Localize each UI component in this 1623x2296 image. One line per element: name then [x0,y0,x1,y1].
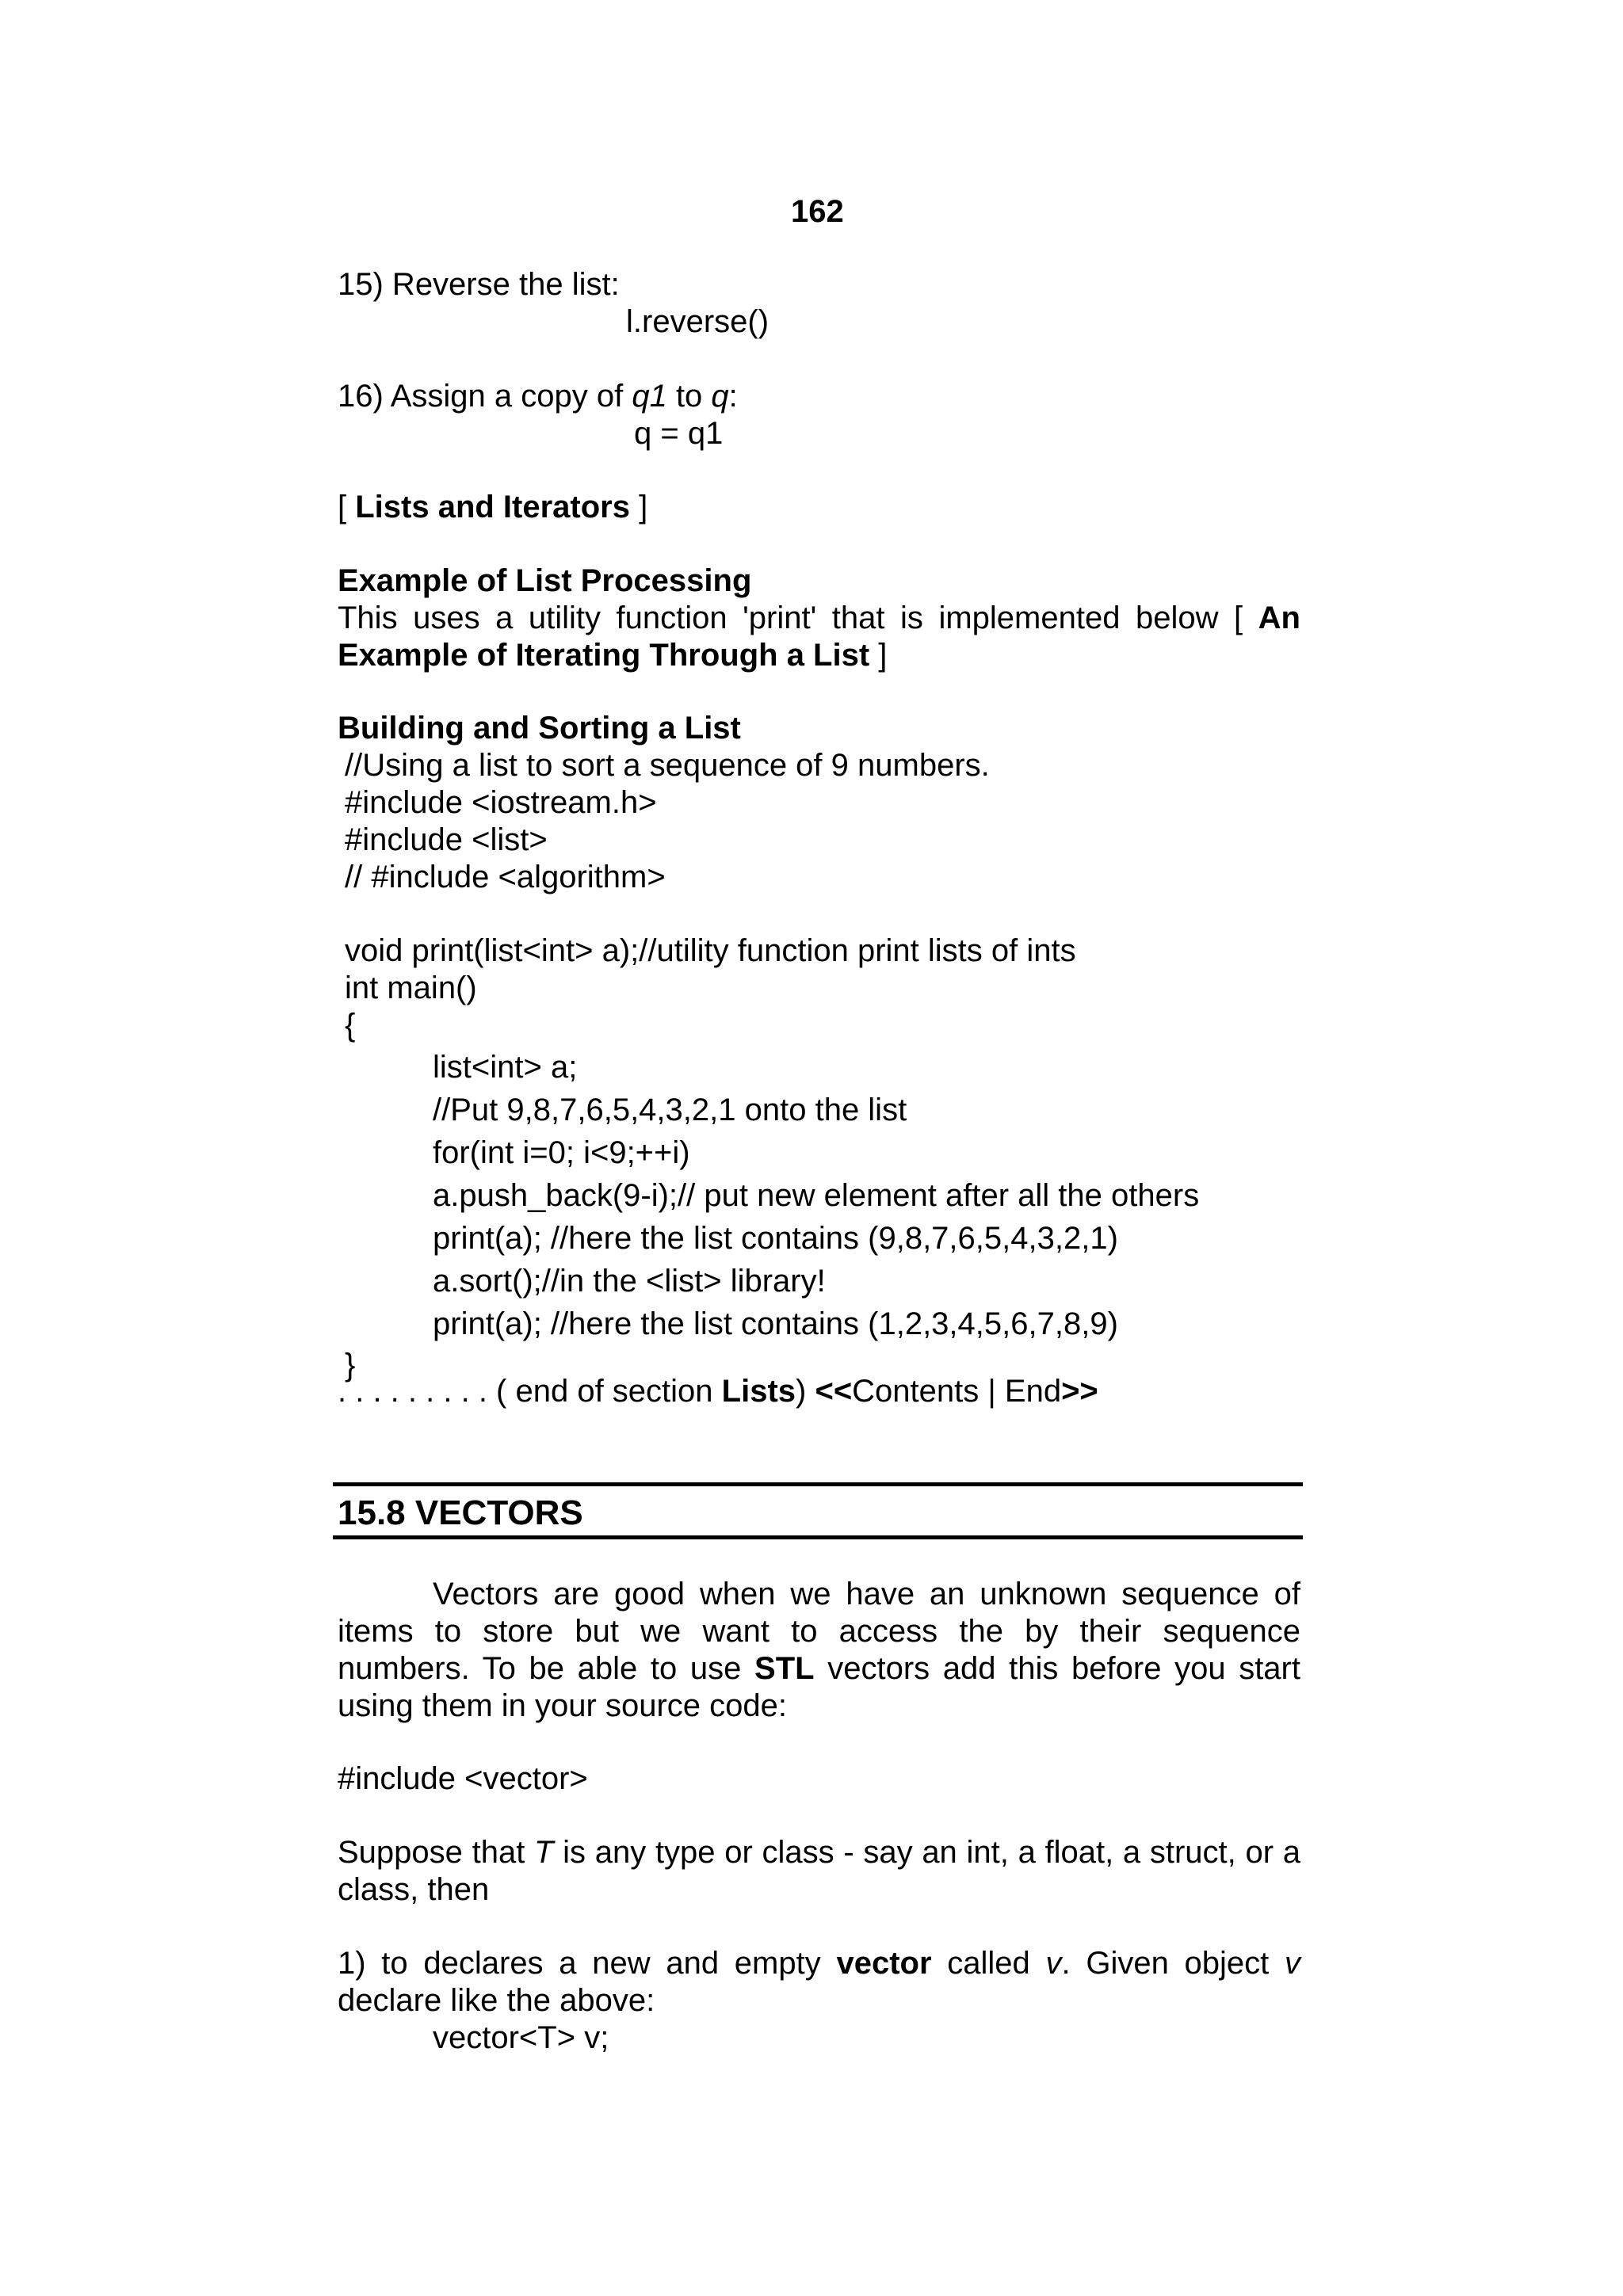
code-line: a.sort();//in the <list> library! [433,1264,826,1299]
example-title: Example of List Processing [338,563,752,598]
assign-label: 16) Assign a copy of q1 to q: [338,379,738,414]
section-name: Lists [721,1374,796,1409]
code-line: a.push_back(9-i);// put new element after all the others [433,1178,1200,1213]
contents-end-nav-link[interactable]: Contents | End [852,1374,1062,1409]
code-line: void print(list<int> a);//utility function print lists of ints [345,933,1076,968]
end-of-section: . . . . . . . . . ( end of section Lists) <<Contents | End>> [338,1374,1098,1409]
code-line: int main() [345,971,477,1005]
example-paragraph: This uses a utility function 'print' that is implemented below [ An Example of Iterating Through a List ] [338,601,1300,673]
code-line: #include <list> [345,822,548,857]
code-line: print(a); //here the list contains (9,8,7,6,5,4,3,2,1) [433,1221,1118,1256]
include-vector: #include <vector> [338,1761,588,1796]
reverse-label: 15) Reverse the list: [338,267,620,302]
lists-iterators-ref: [ Lists and Iterators ] [338,490,648,524]
code-line: // #include <algorithm> [345,860,666,894]
suppose-paragraph: Suppose that T is any type or class - say an int, a float, a struct, or a class, then [338,1835,1300,1907]
code-line: for(int i=0; i<9;++i) [433,1135,690,1170]
code-line: #include <iostream.h> [345,785,657,820]
section-heading: 15.8 VECTORS [338,1493,583,1532]
assign-code: q = q1 [634,416,724,451]
reverse-code: l.reverse() [626,304,769,339]
heading-top-rule [333,1482,1303,1486]
code-line: print(a); //here the list contains (1,2,3,4,5,6,7,8,9) [433,1306,1118,1341]
item1-paragraph: 1) to declares a new and empty vector called v. Given object v declare like the above: [338,1946,1301,2018]
code-line: //Using a list to sort a sequence of 9 numbers. [345,748,990,783]
iterating-example-link[interactable]: An Example of Iterating Through a List [338,601,1300,673]
vector-declare-code: vector<T> v; [433,2020,609,2055]
vectors-intro-paragraph: Vectors are good when we have an unknown sequence of items to store but we want to access the by their sequence numbers. To be able to use STL vectors add this before you start using them in your source code: [338,1577,1300,1723]
heading-bottom-rule [333,1535,1303,1539]
code-line: { [345,1008,356,1043]
code-line: //Put 9,8,7,6,5,4,3,2,1 onto the list [433,1093,907,1127]
page-number: 162 [791,194,844,229]
building-title: Building and Sorting a List [338,711,741,746]
lists-iterators-link[interactable]: Lists and Iterators [355,490,630,524]
code-line: list<int> a; [433,1050,578,1085]
code-line: } [345,1348,356,1383]
